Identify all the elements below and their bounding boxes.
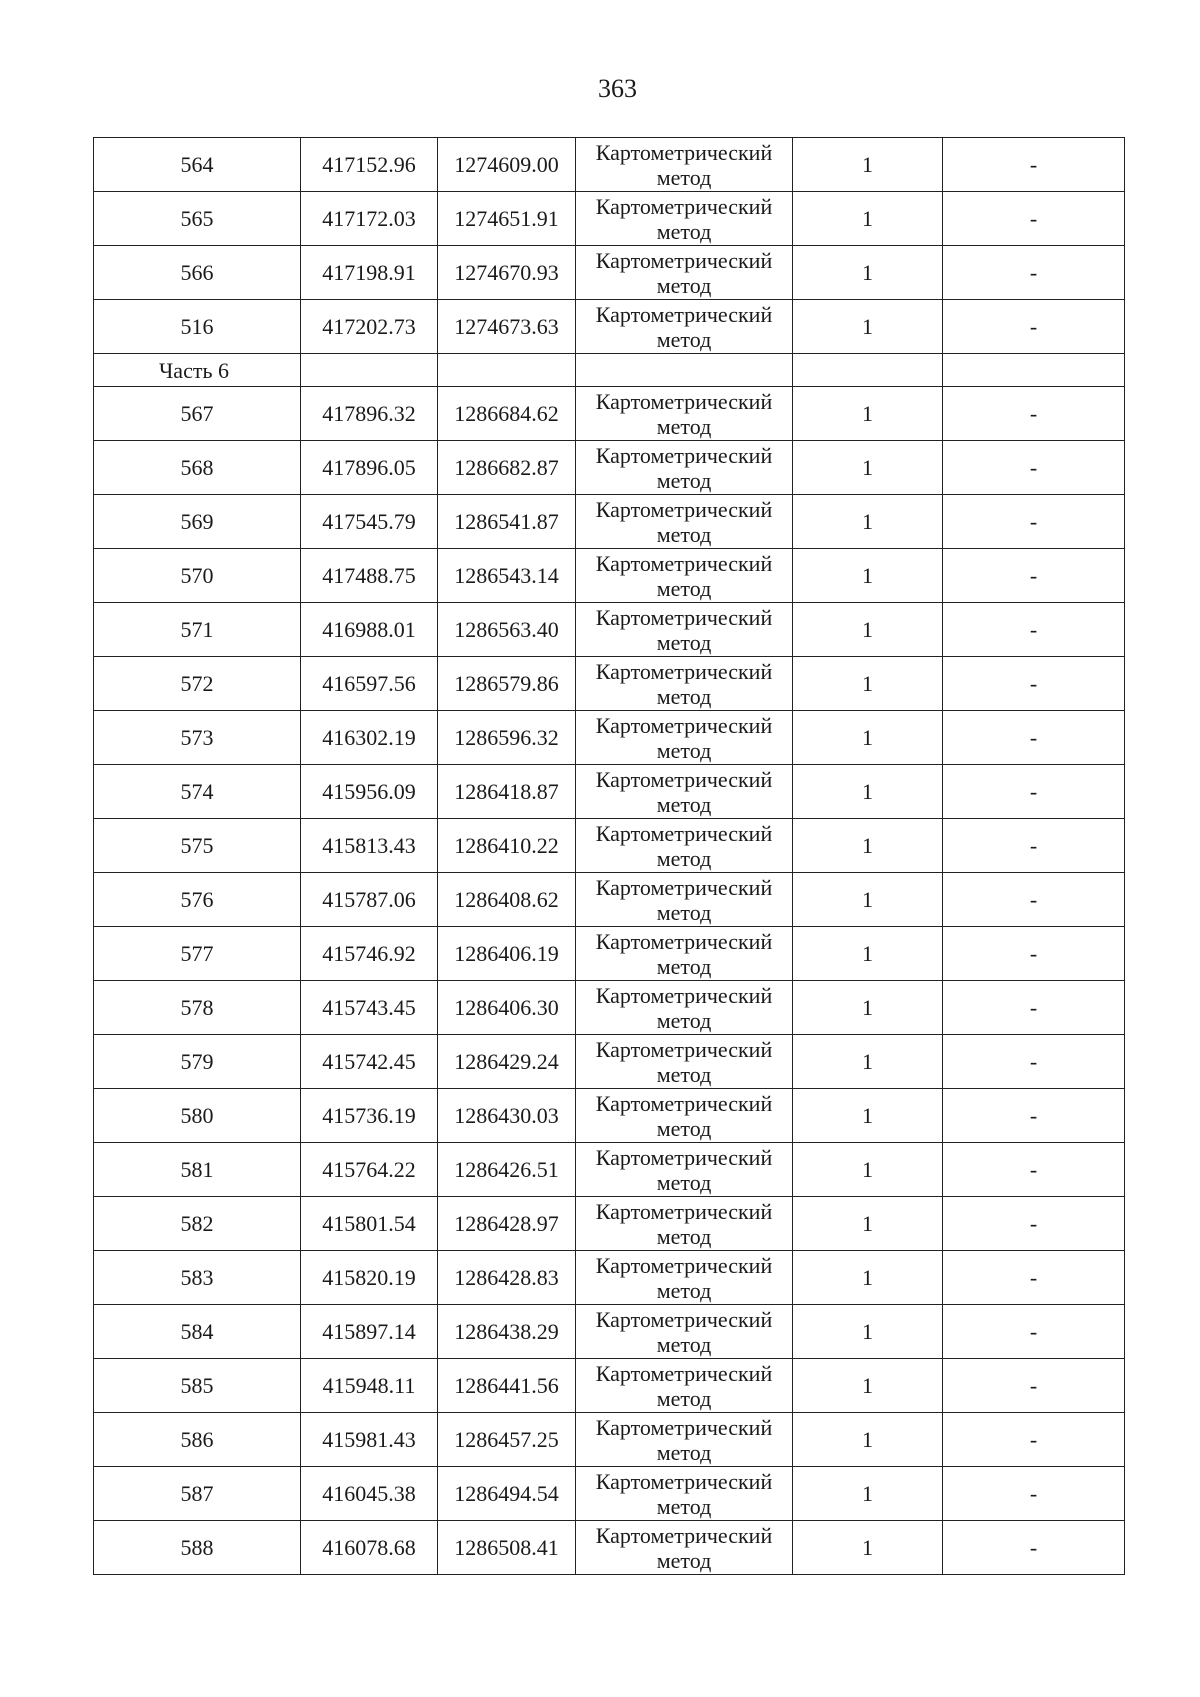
accuracy-cell: 1 — [793, 819, 943, 873]
table-row — [94, 1035, 1125, 1089]
x-coordinate-cell: 416045.38 — [301, 1467, 438, 1521]
point-number-cell: 568 — [94, 441, 301, 495]
y-coordinate-cell: 1286457.25 — [438, 1413, 576, 1467]
method-line-1: Картометрический — [595, 301, 773, 327]
method-cell — [576, 1197, 793, 1251]
table-row — [94, 495, 1125, 549]
note-cell: - — [943, 603, 1125, 657]
point-number-cell: 572 — [94, 657, 301, 711]
part-label: Часть 6 — [94, 354, 301, 387]
method-line-2: метод — [656, 791, 712, 817]
method-line-2: метод — [656, 413, 712, 439]
method-line-1: Картометрический — [595, 1306, 773, 1332]
method-cell — [576, 246, 793, 300]
method-line-2: метод — [656, 845, 712, 871]
point-number-cell: 582 — [94, 1197, 301, 1251]
point-number-cell: 575 — [94, 819, 301, 873]
y-coordinate-cell: 1286596.32 — [438, 711, 576, 765]
y-coordinate-cell: 1286438.29 — [438, 1305, 576, 1359]
accuracy-cell: 1 — [793, 1521, 943, 1575]
method-cell — [576, 1521, 793, 1575]
note-cell: - — [943, 657, 1125, 711]
x-coordinate-cell: 415787.06 — [301, 873, 438, 927]
y-coordinate-cell: 1286494.54 — [438, 1467, 576, 1521]
method-line-2: метод — [656, 683, 712, 709]
method-cell — [576, 138, 793, 192]
table-row — [94, 819, 1125, 873]
note-cell: - — [943, 1413, 1125, 1467]
table-row — [94, 1467, 1125, 1521]
method-line-1: Картометрический — [595, 1360, 773, 1386]
y-coordinate-cell: 1286543.14 — [438, 549, 576, 603]
x-coordinate-cell: 416597.56 — [301, 657, 438, 711]
table-row — [94, 1413, 1125, 1467]
point-number-cell: 579 — [94, 1035, 301, 1089]
y-coordinate-cell: 1274651.91 — [438, 192, 576, 246]
accuracy-cell: 1 — [793, 246, 943, 300]
method-cell — [576, 1413, 793, 1467]
y-coordinate-cell: 1274609.00 — [438, 138, 576, 192]
method-line-1: Картометрический — [595, 1198, 773, 1224]
note-cell: - — [943, 1359, 1125, 1413]
accuracy-cell: 1 — [793, 1089, 943, 1143]
accuracy-cell: 1 — [793, 1143, 943, 1197]
x-coordinate-cell: 416302.19 — [301, 711, 438, 765]
method-line-2: метод — [656, 1169, 712, 1195]
accuracy-cell: 1 — [793, 927, 943, 981]
empty-cell — [438, 354, 576, 387]
x-coordinate-cell: 415742.45 — [301, 1035, 438, 1089]
note-cell: - — [943, 1305, 1125, 1359]
point-number-cell: 587 — [94, 1467, 301, 1521]
accuracy-cell: 1 — [793, 1197, 943, 1251]
x-coordinate-cell: 417896.32 — [301, 387, 438, 441]
table-row — [94, 138, 1125, 192]
table-row — [94, 1305, 1125, 1359]
x-coordinate-cell: 415981.43 — [301, 1413, 438, 1467]
x-coordinate-cell: 417896.05 — [301, 441, 438, 495]
method-cell — [576, 1305, 793, 1359]
note-cell: - — [943, 549, 1125, 603]
method-line-1: Картометрический — [595, 928, 773, 954]
y-coordinate-cell: 1274670.93 — [438, 246, 576, 300]
table-row — [94, 192, 1125, 246]
note-cell: - — [943, 1035, 1125, 1089]
method-line-2: метод — [656, 272, 712, 298]
method-line-1: Картометрический — [595, 1522, 773, 1548]
coordinates-table — [93, 137, 1125, 1575]
method-line-1: Картометрический — [595, 1468, 773, 1494]
y-coordinate-cell: 1286430.03 — [438, 1089, 576, 1143]
method-line-2: метод — [656, 1439, 712, 1465]
accuracy-cell: 1 — [793, 441, 943, 495]
method-cell — [576, 1089, 793, 1143]
x-coordinate-cell: 415897.14 — [301, 1305, 438, 1359]
method-line-1: Картометрический — [595, 982, 773, 1008]
method-cell — [576, 873, 793, 927]
y-coordinate-cell: 1286441.56 — [438, 1359, 576, 1413]
y-coordinate-cell: 1286428.83 — [438, 1251, 576, 1305]
method-line-2: метод — [656, 737, 712, 763]
point-number-cell: 571 — [94, 603, 301, 657]
method-line-2: метод — [656, 1277, 712, 1303]
empty-cell — [301, 354, 438, 387]
method-cell — [576, 657, 793, 711]
y-coordinate-cell: 1286428.97 — [438, 1197, 576, 1251]
table-row — [94, 873, 1125, 927]
method-line-2: метод — [656, 1331, 712, 1357]
method-cell — [576, 495, 793, 549]
method-line-1: Картометрический — [595, 1090, 773, 1116]
x-coordinate-cell: 415948.11 — [301, 1359, 438, 1413]
method-line-2: метод — [656, 575, 712, 601]
accuracy-cell: 1 — [793, 549, 943, 603]
point-number-cell: 581 — [94, 1143, 301, 1197]
x-coordinate-cell: 417172.03 — [301, 192, 438, 246]
point-number-cell: 576 — [94, 873, 301, 927]
x-coordinate-cell: 415736.19 — [301, 1089, 438, 1143]
table-row — [94, 1143, 1125, 1197]
method-cell — [576, 1143, 793, 1197]
note-cell: - — [943, 873, 1125, 927]
table-row — [94, 1521, 1125, 1575]
x-coordinate-cell: 415743.45 — [301, 981, 438, 1035]
empty-cell — [943, 354, 1125, 387]
method-line-2: метод — [656, 521, 712, 547]
table-row — [94, 549, 1125, 603]
accuracy-cell: 1 — [793, 711, 943, 765]
method-line-1: Картометрический — [595, 550, 773, 576]
point-number-cell: 574 — [94, 765, 301, 819]
method-line-1: Картометрический — [595, 1144, 773, 1170]
method-line-2: метод — [656, 326, 712, 352]
method-line-1: Картометрический — [595, 874, 773, 900]
method-line-2: метод — [656, 467, 712, 493]
table-row — [94, 300, 1125, 354]
note-cell: - — [943, 1143, 1125, 1197]
point-number-cell: 567 — [94, 387, 301, 441]
note-cell: - — [943, 138, 1125, 192]
method-line-1: Картометрический — [595, 1252, 773, 1278]
method-line-1: Картометрический — [595, 820, 773, 846]
method-cell — [576, 711, 793, 765]
table-row — [94, 765, 1125, 819]
method-cell — [576, 441, 793, 495]
note-cell: - — [943, 192, 1125, 246]
note-cell: - — [943, 1251, 1125, 1305]
table-row — [94, 927, 1125, 981]
x-coordinate-cell: 417488.75 — [301, 549, 438, 603]
method-cell — [576, 927, 793, 981]
x-coordinate-cell: 415764.22 — [301, 1143, 438, 1197]
table-row — [94, 387, 1125, 441]
method-line-1: Картометрический — [595, 658, 773, 684]
part-header-row — [94, 354, 1125, 387]
y-coordinate-cell: 1286406.30 — [438, 981, 576, 1035]
method-line-1: Картометрический — [595, 193, 773, 219]
table-row — [94, 981, 1125, 1035]
accuracy-cell: 1 — [793, 387, 943, 441]
note-cell: - — [943, 927, 1125, 981]
y-coordinate-cell: 1286684.62 — [438, 387, 576, 441]
method-line-2: метод — [656, 1493, 712, 1519]
table-row — [94, 603, 1125, 657]
accuracy-cell: 1 — [793, 138, 943, 192]
empty-cell — [793, 354, 943, 387]
method-line-2: метод — [656, 1115, 712, 1141]
accuracy-cell: 1 — [793, 1467, 943, 1521]
table-row — [94, 711, 1125, 765]
point-number-cell: 569 — [94, 495, 301, 549]
table-row — [94, 657, 1125, 711]
x-coordinate-cell: 417202.73 — [301, 300, 438, 354]
point-number-cell: 564 — [94, 138, 301, 192]
table-row — [94, 1359, 1125, 1413]
x-coordinate-cell: 416078.68 — [301, 1521, 438, 1575]
accuracy-cell: 1 — [793, 1359, 943, 1413]
page-number: 363 — [598, 74, 637, 103]
method-line-1: Картометрический — [595, 1036, 773, 1062]
accuracy-cell: 1 — [793, 1035, 943, 1089]
point-number-cell: 583 — [94, 1251, 301, 1305]
point-number-cell: 577 — [94, 927, 301, 981]
y-coordinate-cell: 1286429.24 — [438, 1035, 576, 1089]
note-cell: - — [943, 441, 1125, 495]
x-coordinate-cell: 415956.09 — [301, 765, 438, 819]
accuracy-cell: 1 — [793, 495, 943, 549]
method-line-2: метод — [656, 953, 712, 979]
table-row — [94, 1251, 1125, 1305]
method-cell — [576, 387, 793, 441]
y-coordinate-cell: 1286410.22 — [438, 819, 576, 873]
x-coordinate-cell: 415820.19 — [301, 1251, 438, 1305]
method-line-1: Картометрический — [595, 712, 773, 738]
method-cell — [576, 1251, 793, 1305]
table-row — [94, 1197, 1125, 1251]
note-cell: - — [943, 711, 1125, 765]
x-coordinate-cell: 415813.43 — [301, 819, 438, 873]
method-line-1: Картометрический — [595, 388, 773, 414]
method-line-2: метод — [656, 629, 712, 655]
point-number-cell: 584 — [94, 1305, 301, 1359]
point-number-cell: 586 — [94, 1413, 301, 1467]
note-cell: - — [943, 300, 1125, 354]
point-number-cell: 578 — [94, 981, 301, 1035]
accuracy-cell: 1 — [793, 192, 943, 246]
method-line-1: Картометрический — [595, 442, 773, 468]
method-line-1: Картометрический — [595, 766, 773, 792]
table-row — [94, 246, 1125, 300]
method-line-2: метод — [656, 164, 712, 190]
method-line-1: Картометрический — [595, 1414, 773, 1440]
method-cell — [576, 981, 793, 1035]
method-line-2: метод — [656, 1061, 712, 1087]
y-coordinate-cell: 1286406.19 — [438, 927, 576, 981]
note-cell: - — [943, 1197, 1125, 1251]
coordinates-table-body — [94, 138, 1125, 1575]
note-cell: - — [943, 981, 1125, 1035]
point-number-cell: 565 — [94, 192, 301, 246]
method-cell — [576, 300, 793, 354]
y-coordinate-cell: 1286426.51 — [438, 1143, 576, 1197]
y-coordinate-cell: 1286579.86 — [438, 657, 576, 711]
method-cell — [576, 1467, 793, 1521]
point-number-cell: 573 — [94, 711, 301, 765]
y-coordinate-cell: 1286408.62 — [438, 873, 576, 927]
note-cell: - — [943, 1089, 1125, 1143]
point-number-cell: 588 — [94, 1521, 301, 1575]
note-cell: - — [943, 765, 1125, 819]
method-line-2: метод — [656, 899, 712, 925]
empty-cell — [576, 354, 793, 387]
method-line-2: метод — [656, 1385, 712, 1411]
accuracy-cell: 1 — [793, 1305, 943, 1359]
table-row — [94, 441, 1125, 495]
method-line-2: метод — [656, 1547, 712, 1573]
accuracy-cell: 1 — [793, 1413, 943, 1467]
x-coordinate-cell: 417198.91 — [301, 246, 438, 300]
point-number-cell: 570 — [94, 549, 301, 603]
method-line-1: Картометрический — [595, 496, 773, 522]
y-coordinate-cell: 1286418.87 — [438, 765, 576, 819]
note-cell: - — [943, 819, 1125, 873]
note-cell: - — [943, 246, 1125, 300]
method-cell — [576, 603, 793, 657]
note-cell: - — [943, 1467, 1125, 1521]
y-coordinate-cell: 1286508.41 — [438, 1521, 576, 1575]
method-line-1: Картометрический — [595, 604, 773, 630]
method-line-2: метод — [656, 1007, 712, 1033]
method-cell — [576, 549, 793, 603]
x-coordinate-cell: 417152.96 — [301, 138, 438, 192]
accuracy-cell: 1 — [793, 657, 943, 711]
y-coordinate-cell: 1286541.87 — [438, 495, 576, 549]
accuracy-cell: 1 — [793, 981, 943, 1035]
accuracy-cell: 1 — [793, 300, 943, 354]
x-coordinate-cell: 416988.01 — [301, 603, 438, 657]
accuracy-cell: 1 — [793, 765, 943, 819]
table-row — [94, 1089, 1125, 1143]
accuracy-cell: 1 — [793, 1251, 943, 1305]
y-coordinate-cell: 1286682.87 — [438, 441, 576, 495]
method-cell — [576, 1359, 793, 1413]
method-cell — [576, 192, 793, 246]
accuracy-cell: 1 — [793, 873, 943, 927]
x-coordinate-cell: 415746.92 — [301, 927, 438, 981]
point-number-cell: 585 — [94, 1359, 301, 1413]
method-cell — [576, 819, 793, 873]
note-cell: - — [943, 387, 1125, 441]
x-coordinate-cell: 417545.79 — [301, 495, 438, 549]
point-number-cell: 516 — [94, 300, 301, 354]
accuracy-cell: 1 — [793, 603, 943, 657]
method-cell — [576, 1035, 793, 1089]
point-number-cell: 566 — [94, 246, 301, 300]
method-line-1: Картометрический — [595, 139, 773, 165]
method-line-2: метод — [656, 218, 712, 244]
note-cell: - — [943, 1521, 1125, 1575]
method-line-1: Картометрический — [595, 247, 773, 273]
method-cell — [576, 765, 793, 819]
y-coordinate-cell: 1274673.63 — [438, 300, 576, 354]
note-cell: - — [943, 495, 1125, 549]
x-coordinate-cell: 415801.54 — [301, 1197, 438, 1251]
method-line-2: метод — [656, 1223, 712, 1249]
y-coordinate-cell: 1286563.40 — [438, 603, 576, 657]
point-number-cell: 580 — [94, 1089, 301, 1143]
